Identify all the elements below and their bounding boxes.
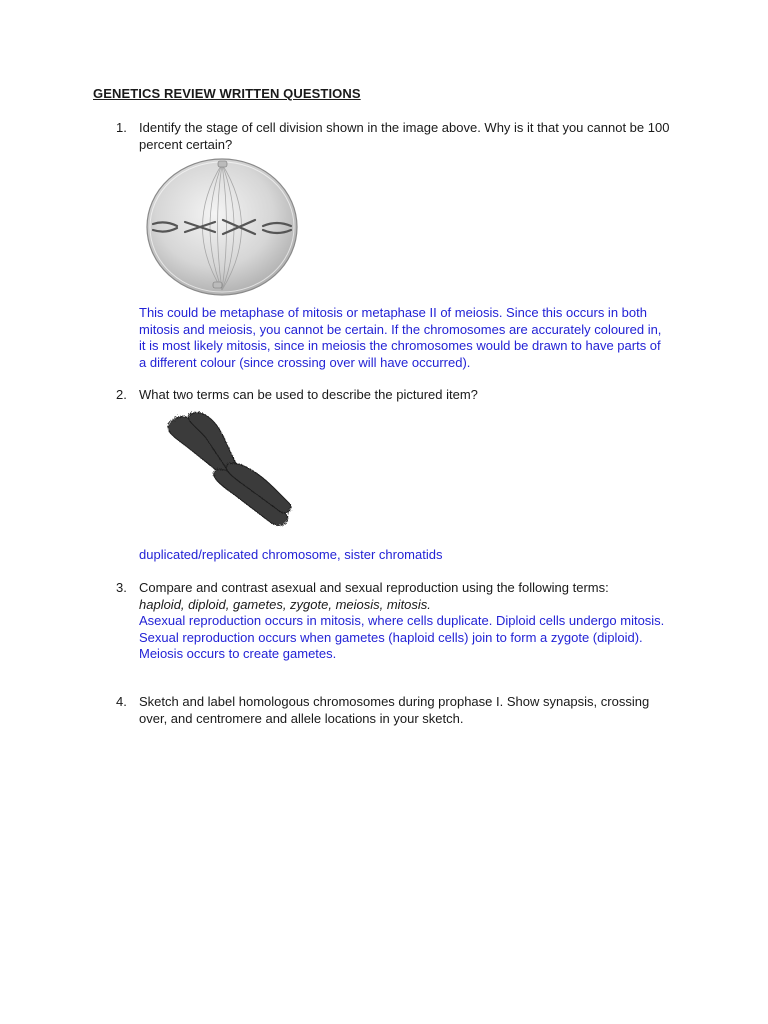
answer-1: This could be metaphase of mitosis or metaphase II of meiosis. Since this occurs in both mitosis and meiosis, you cannot be certain. If the chromosomes are accurately coloured in, it is most likely mitosis, since in meiosis the chromosomes would be drawn to have parts of a different colour (since crossing over will have occurred). <box>139 305 662 370</box>
question-number: 2. <box>116 387 127 402</box>
chromosome-image <box>156 410 296 532</box>
question-3 <box>116 580 676 663</box>
question-number: 1. <box>116 120 127 135</box>
question-2 <box>116 387 676 404</box>
question-text: What two terms can be used to describe the pictured item? <box>139 387 478 402</box>
question-text: Sketch and label homologous chromosomes during prophase I. Show synapsis, crossing over, and centromere and allele locations in your sketch. <box>139 694 650 726</box>
metaphase-cell-image <box>143 156 301 298</box>
answer-3-sexual: Sexual reproduction occurs when gametes (haploid cells) join to form a zygote (diploid). Meiosis occurs to create gametes. <box>139 629 643 661</box>
question-text: Compare and contrast asexual and sexual reproduction using the following terms: <box>139 580 609 595</box>
question-number: 3. <box>116 580 127 595</box>
question-terms: haploid, diploid, gametes, zygote, meiosis, mitosis. <box>139 596 431 612</box>
answer-3-asexual: Asexual reproduction occurs in mitosis, where cells duplicate. Diploid cells undergo mitosis. <box>139 613 665 628</box>
document-title: GENETICS REVIEW WRITTEN QUESTIONS <box>93 86 361 101</box>
question-number: 4. <box>116 694 127 709</box>
question-text: Identify the stage of cell division shown in the image above. Why is it that you cannot be 100 percent certain? <box>139 120 670 152</box>
question-4 <box>116 694 676 727</box>
answer-2: duplicated/replicated chromosome, sister chromatids <box>139 547 443 562</box>
question-1 <box>116 120 676 153</box>
